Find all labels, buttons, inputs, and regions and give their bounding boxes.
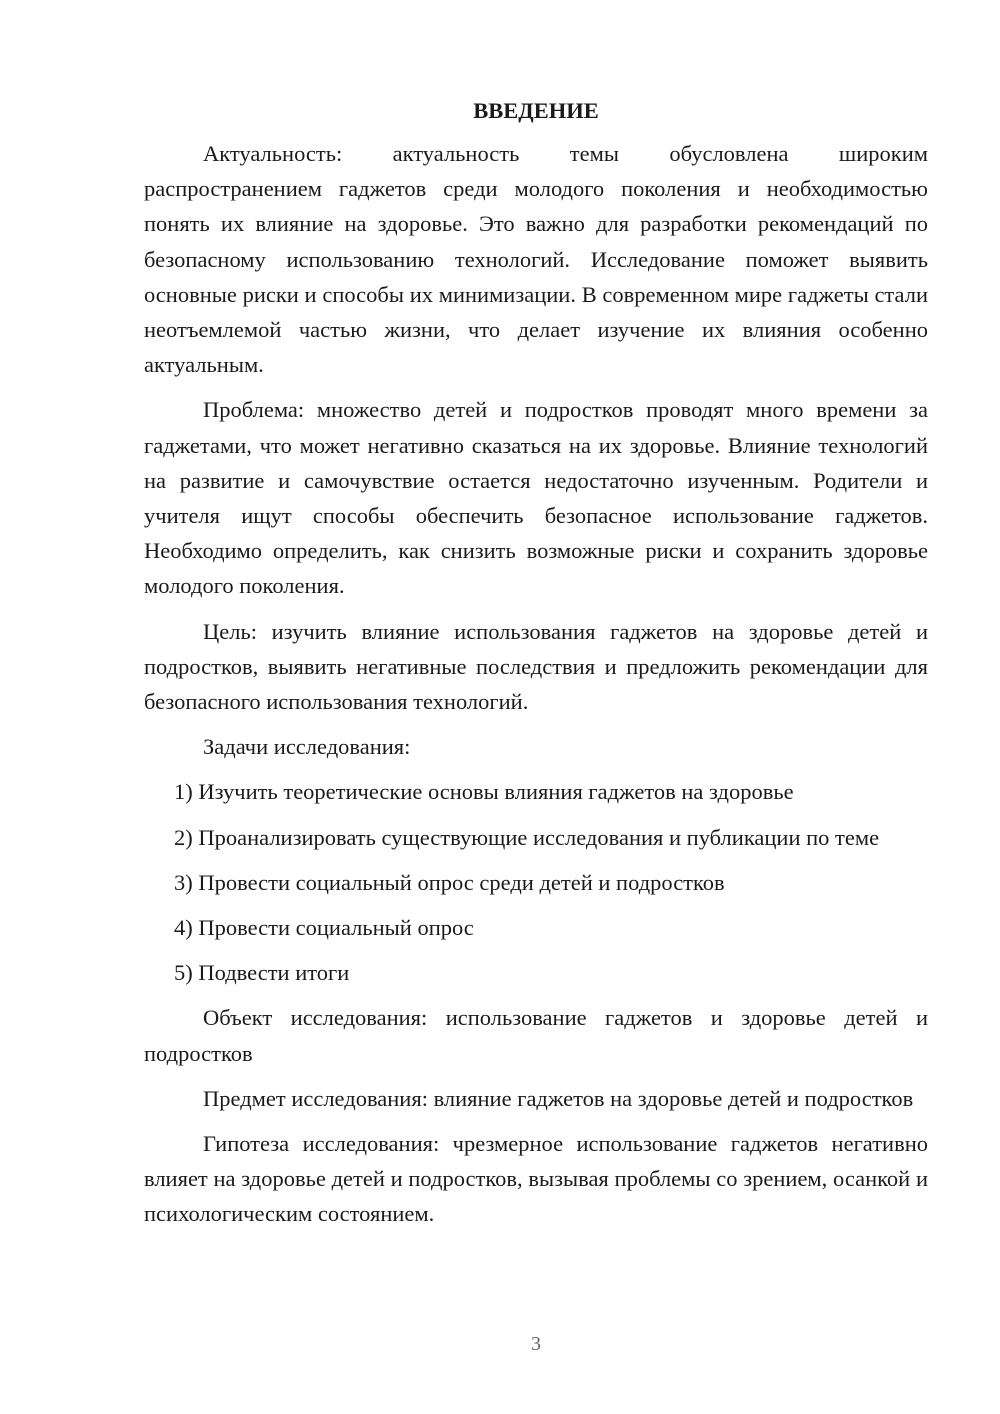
page-content [144, 96, 928, 1242]
task-item-1: 1) Изучить теоретические основы влияния гаджетов на здоровье [174, 779, 794, 805]
hypothesis-paragraph: Гипотеза исследования: чрезмерное использование гаджетов негативно влияет на здоровье детей и подростков, вызывая проблемы со зрением, осанкой и психологическим состоянием. [144, 1131, 928, 1227]
relevance-paragraph: Актуальность: актуальность темы обусловлена широким распространением гаджетов среди молодого поколения и необходимостью понять их влияние на здоровье. Это важно для разработки рекомендаций по безопасному использованию технологий. Исследование поможет выявить основные риски и способы их минимизации. В современном мире гаджеты стали неотъемлемой частью жизни, что делает изучение их влияния особенно актуальным. [144, 141, 928, 378]
tasks-heading: Задачи исследования: [203, 734, 411, 760]
section-title: ВВЕДЕНИЕ [473, 98, 599, 123]
subject-paragraph: Предмет исследования: влияние гаджетов на здоровье детей и подростков [203, 1085, 914, 1111]
page-number: 3 [531, 1333, 541, 1355]
task-item-4: 4) Провести социальный опрос [174, 915, 474, 941]
task-item-3: 3) Провести социальный опрос среди детей и подростков [174, 869, 725, 895]
object-paragraph: Объект исследования: использование гаджетов и здоровье детей и подростков [144, 1005, 928, 1066]
task-item-5: 5) Подвести итоги [174, 960, 350, 986]
task-item-2: 2) Проанализировать существующие исследования и публикации по теме [174, 824, 880, 850]
problem-paragraph: Проблема: множество детей и подростков проводят много времени за гаджетами, что может негативно сказаться на их здоровье. Влияние технологий на развитие и самочувствие остается недостаточно изученным. Родители и учителя ищут способы обеспечить безопасное использование гаджетов. Необходимо определить, как снизить возможные риски и сохранить здоровье молодого поколения. [144, 397, 928, 599]
goal-paragraph: Цель: изучить влияние использования гаджетов на здоровье детей и подростков, выявить негативные последствия и предложить рекомендации для безопасного использования технологий. [144, 618, 928, 715]
